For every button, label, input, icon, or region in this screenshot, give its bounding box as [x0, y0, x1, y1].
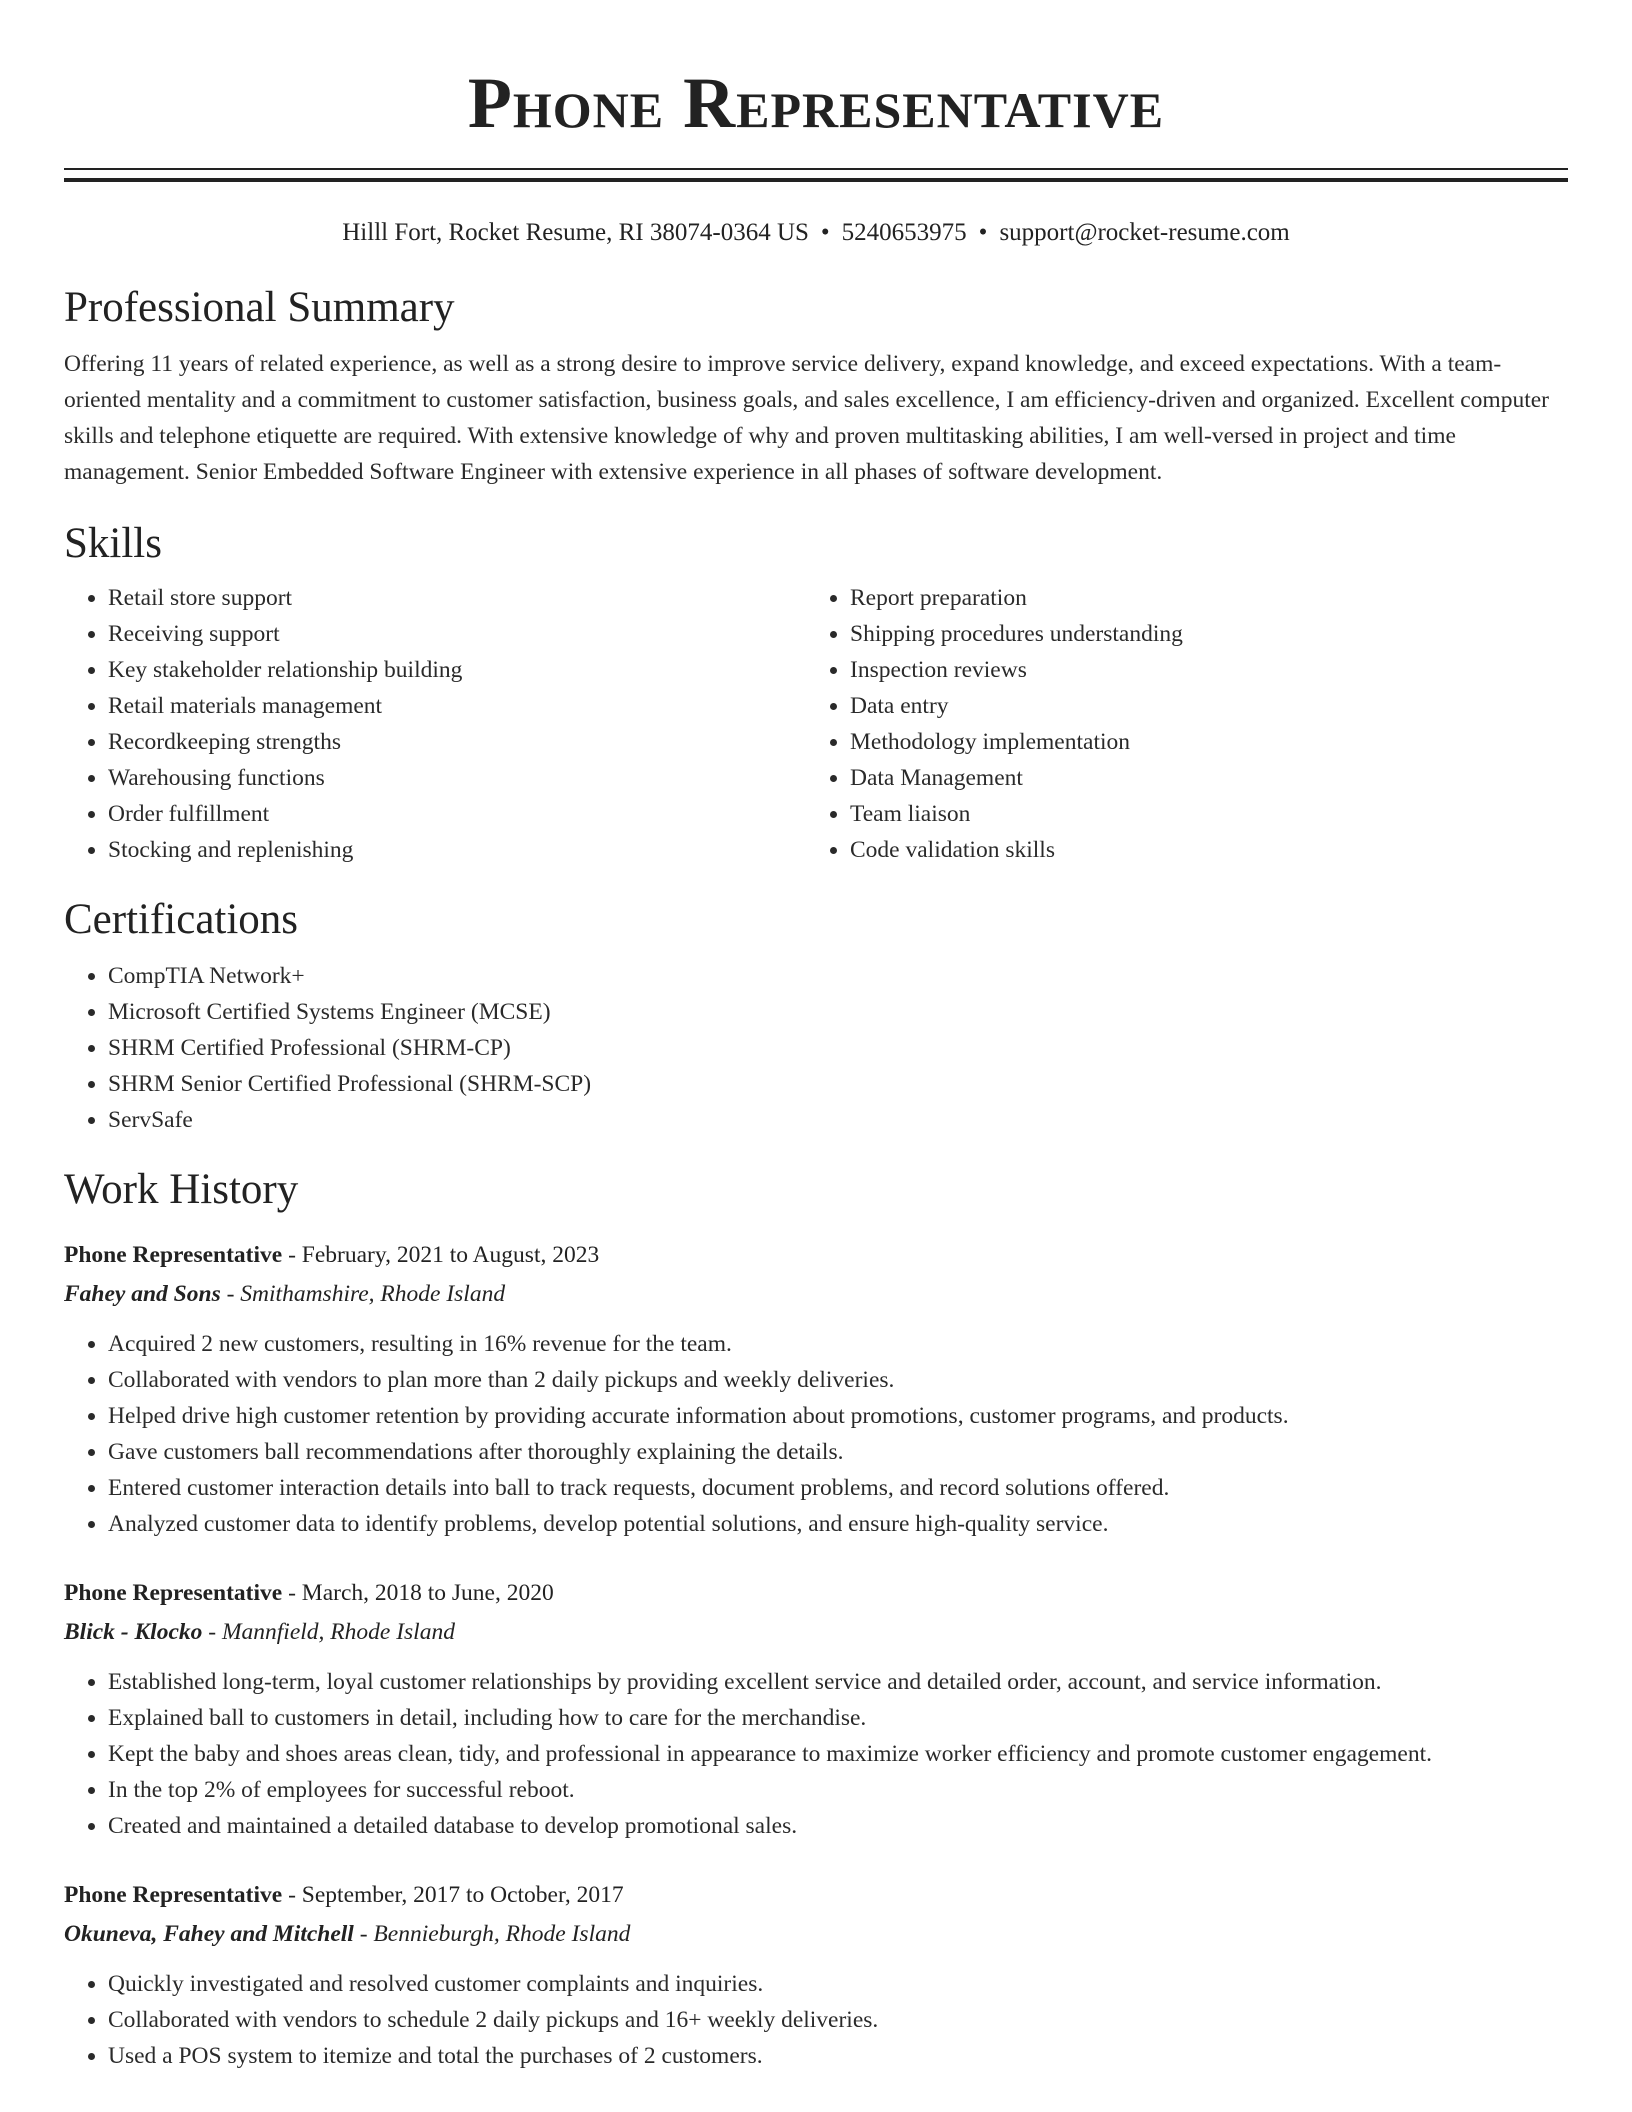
summary-text: Offering 11 years of related experience, as well as a strong desire to improve service delivery, expand knowledge, and exceed expectations. With a team-oriented mentality and a commitment to customer satisfaction, business goals, and sales excellence, I am efficiency-driven and organized. Excellent computer skills and telephone etiquette are required. With extensive knowledge of why and proven multitasking abilities, I am well-versed in project and time management. Senior Embedded Software Engineer with extensive experience in all phases of software development. — [64, 351, 1549, 485]
job-location: - Smithamshire, Rhode Island — [220, 1281, 506, 1307]
job-bullet: • Explained ball to customers in detail, including how to care for the merchandise. — [108, 1700, 1568, 1736]
certifications-heading: Certifications — [64, 896, 299, 943]
skill-item: • Retail store support — [108, 580, 806, 616]
job-bullets — [64, 1664, 1568, 1844]
job-bullet: • Analyzed customer data to identify problems, develop potential solutions, and ensure high-quality service. — [108, 1506, 1568, 1542]
job-bullet: • Used a POS system to itemize and total the purchases of 2 customers. — [108, 2038, 1568, 2074]
job-bullet: • Kept the baby and shoes areas clean, tidy, and professional in appearance to maximize worker efficiency and promote customer engagement. — [108, 1736, 1568, 1772]
job-entry — [64, 1876, 1568, 2074]
job-bullet: • Gave customers ball recommendations after thoroughly explaining the details. — [108, 1434, 1568, 1470]
job-bullet: • Collaborated with vendors to plan more than 2 daily pickups and weekly deliveries. — [108, 1362, 1568, 1398]
skills-column-left — [64, 580, 806, 868]
job-title: Phone Representative — [64, 1882, 283, 1908]
job-header — [64, 1876, 1568, 1914]
job-bullet: • Collaborated with vendors to schedule 2 daily pickups and 16+ weekly deliveries. — [108, 2002, 1568, 2038]
job-dates: - March, 2018 to June, 2020 — [282, 1580, 554, 1606]
certification-item: • SHRM Senior Certified Professional (SHRM-SCP) — [108, 1066, 1568, 1102]
job-header — [64, 1236, 1568, 1274]
skill-item: • Methodology implementation — [850, 724, 1548, 760]
skill-item: • Retail materials management — [108, 688, 806, 724]
skill-item: • Shipping procedures understanding — [850, 616, 1548, 652]
job-employer — [64, 1274, 1568, 1314]
skills-column-right — [806, 580, 1548, 868]
job-entry — [64, 1574, 1568, 1844]
skill-item: • Stocking and replenishing — [108, 832, 806, 868]
skills-columns — [64, 580, 1568, 868]
certification-item: • CompTIA Network+ — [108, 958, 1568, 994]
skills-list-right — [806, 580, 1548, 868]
contact-separator: • — [820, 219, 830, 246]
job-employer — [64, 1612, 1568, 1652]
job-company: Blick - Klocko — [64, 1619, 203, 1645]
contact-email: support@rocket-resume.com — [999, 219, 1290, 246]
job-entry — [64, 1236, 1568, 1542]
job-bullet: • Established long-term, loyal customer relationships by providing excellent service and detailed order, account, and service information. — [108, 1664, 1568, 1700]
skill-item: • Data Management — [850, 760, 1548, 796]
job-dates: - February, 2021 to August, 2023 — [282, 1242, 600, 1268]
job-dates: - September, 2017 to October, 2017 — [282, 1882, 624, 1908]
skills-list-left — [64, 580, 806, 868]
job-employer — [64, 1914, 1568, 1954]
contact-phone: 5240653975 — [841, 219, 967, 246]
skill-item: • Data entry — [850, 688, 1548, 724]
job-header — [64, 1574, 1568, 1612]
summary-heading: Professional Summary — [64, 284, 455, 331]
skill-item: • Recordkeeping strengths — [108, 724, 806, 760]
resume-title: Phone Representative — [467, 63, 1165, 143]
contact-separator: • — [978, 219, 988, 246]
skill-item: • Inspection reviews — [850, 652, 1548, 688]
job-title: Phone Representative — [64, 1580, 283, 1606]
job-bullets — [64, 1326, 1568, 1542]
skill-item: • Key stakeholder relationship building — [108, 652, 806, 688]
title-double-rule — [64, 168, 1568, 182]
job-location: - Mannfield, Rhode Island — [202, 1619, 455, 1645]
job-bullet: • In the top 2% of employees for successful reboot. — [108, 1772, 1568, 1808]
certification-item: • SHRM Certified Professional (SHRM-CP) — [108, 1030, 1568, 1066]
certification-item: • ServSafe — [108, 1102, 1568, 1138]
job-bullet: • Created and maintained a detailed database to develop promotional sales. — [108, 1808, 1568, 1844]
skill-item: • Code validation skills — [850, 832, 1548, 868]
job-bullet: • Quickly investigated and resolved customer complaints and inquiries. — [108, 1966, 1568, 2002]
job-company: Okuneva, Fahey and Mitchell — [64, 1921, 354, 1947]
skill-item: • Receiving support — [108, 616, 806, 652]
skill-item: • Report preparation — [850, 580, 1548, 616]
skill-item: • Warehousing functions — [108, 760, 806, 796]
contact-address: Hilll Fort, Rocket Resume, RI 38074-0364 US — [342, 219, 809, 246]
contact-line — [64, 217, 1568, 249]
job-bullet: • Entered customer interaction details into ball to track requests, document problems, and record solutions offered. — [108, 1470, 1568, 1506]
job-title: Phone Representative — [64, 1242, 283, 1268]
job-location: - Bennieburgh, Rhode Island — [353, 1921, 631, 1947]
skill-item: • Order fulfillment — [108, 796, 806, 832]
job-bullets — [64, 1966, 1568, 2074]
job-bullet: • Acquired 2 new customers, resulting in 16% revenue for the team. — [108, 1326, 1568, 1362]
work-history-heading: Work History — [64, 1166, 299, 1213]
certifications-list — [64, 958, 1568, 1138]
skill-item: • Team liaison — [850, 796, 1548, 832]
job-bullet: • Helped drive high customer retention by providing accurate information about promotions, customer programs, and products. — [108, 1398, 1568, 1434]
certification-item: • Microsoft Certified Systems Engineer (MCSE) — [108, 994, 1568, 1030]
skills-heading: Skills — [64, 520, 162, 567]
job-company: Fahey and Sons — [64, 1281, 221, 1307]
